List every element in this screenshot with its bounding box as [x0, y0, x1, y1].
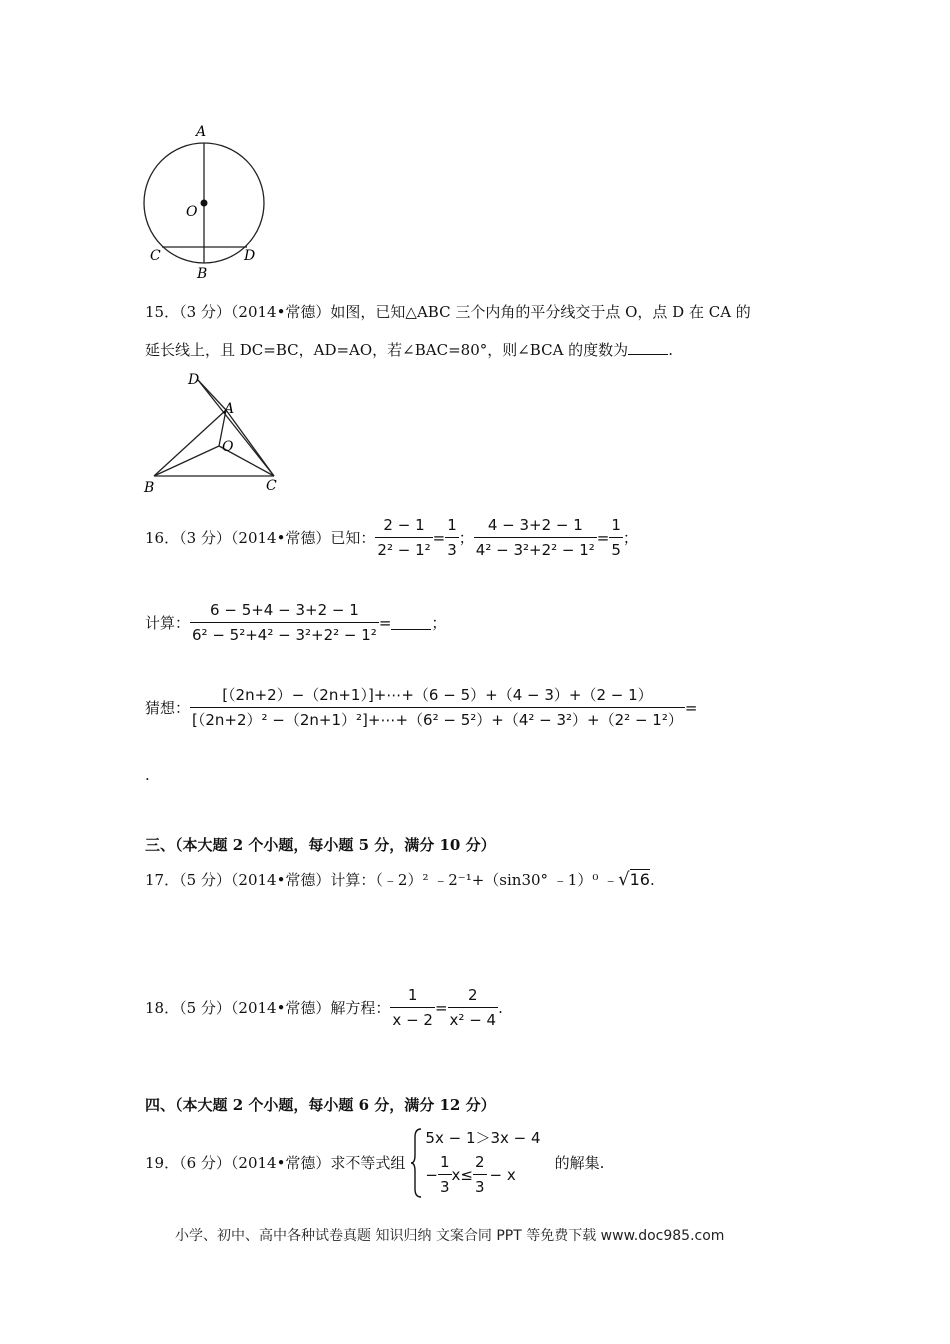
label-C: C: [150, 248, 161, 264]
q17-suffix: .: [649, 870, 655, 889]
semicolon: ；: [431, 613, 447, 632]
num: 1: [440, 1153, 450, 1171]
fraction-1: [375, 515, 432, 560]
label-B: B: [144, 480, 155, 496]
label-A: A: [196, 124, 207, 140]
den: 3: [473, 1174, 487, 1197]
fraction-4-den: [（2n+2）² −（2n+1）²]+⋯+（6² − 5²）+（4² − 3²）+（2² − 1²）: [190, 707, 685, 730]
inequality-system: [425, 1128, 540, 1197]
brace-icon: [409, 1127, 423, 1199]
q16-compute: [145, 600, 446, 645]
q19: [145, 1125, 604, 1200]
sqrt-radicand: 16: [629, 870, 650, 889]
inequality-1: 5x − 1＞3x − 4: [425, 1129, 541, 1147]
fraction-right-den: x² − 4: [448, 1007, 499, 1030]
q15-line2: [145, 340, 673, 360]
fraction-1-num: 2 − 1: [383, 516, 425, 534]
equals: =: [378, 613, 392, 632]
fraction-left-den: x − 2: [390, 1007, 435, 1030]
fraction-2-num: 4 − 3+2 − 1: [487, 516, 583, 534]
q16-intro: 16．（3 分）（2014•常德）已知：: [145, 528, 376, 547]
q19-suffix: 的解集.: [554, 1153, 605, 1172]
minus-x: − x: [489, 1165, 516, 1184]
answer-blank: [391, 615, 431, 630]
fraction-two-thirds: [473, 1152, 487, 1197]
value-den: 5: [609, 537, 623, 560]
equals: =: [596, 528, 610, 547]
value-num: 1: [611, 516, 621, 534]
value-den: 3: [445, 537, 459, 560]
semicolon: ；: [622, 528, 638, 547]
section-3-heading: 三、（本大题 2 个小题，每小题 5 分，满分 10 分）: [145, 836, 496, 854]
label-O: O: [222, 439, 234, 455]
fraction-4: [190, 685, 685, 730]
fraction-2-value: [609, 515, 623, 560]
fraction-right: [448, 985, 499, 1030]
q19-text: 19．（6 分）（2014•常德）求不等式组: [145, 1153, 406, 1172]
inequality-2: [425, 1152, 540, 1197]
label-O: O: [186, 204, 198, 220]
label-C: C: [266, 478, 277, 494]
value-num: 1: [447, 516, 457, 534]
fraction-2-den: 4² − 3²+2² − 1²: [474, 537, 597, 560]
q16-guess: [145, 685, 697, 730]
fraction-3-den: 6² − 5²+4² − 3²+2² − 1²: [190, 622, 379, 645]
fraction-4-num: [（2n+2）−（2n+1）]+⋯+（6 − 5）+（4 − 3）+（2 − 1）: [222, 686, 653, 704]
circle-figure: [130, 118, 280, 283]
fraction-3-num: 6 − 5+4 − 3+2 − 1: [210, 601, 359, 619]
q16-dot: .: [145, 766, 150, 784]
fraction-3: [190, 600, 379, 645]
triangle-figure: [140, 368, 290, 498]
q18: [145, 985, 503, 1030]
sqrt-symbol: √: [618, 868, 630, 890]
guess-label: 猜想：: [145, 698, 191, 717]
fraction-1-den: 2² − 1²: [375, 537, 432, 560]
section-4-heading: 四、（本大题 2 个小题，每小题 6 分，满分 12 分）: [145, 1096, 496, 1114]
equals: =: [432, 528, 446, 547]
q15-line2-text: 延长线上，且 DC=BC，AD=AO，若∠BAC=80°，则∠BCA 的度数为: [145, 341, 629, 359]
q16-given: [145, 515, 638, 560]
page-footer: 小学、初中、高中各种试卷真题 知识归纳 文案合同 PPT 等免费下载 www.doc985.com: [175, 1228, 725, 1244]
fraction-one-third: [438, 1152, 452, 1197]
num: 2: [475, 1153, 485, 1171]
label-A: A: [224, 401, 235, 417]
label-D: D: [188, 372, 200, 388]
fraction-2: [474, 515, 597, 560]
fraction-right-num: 2: [468, 986, 478, 1004]
semicolon: ；: [458, 528, 474, 547]
equals: =: [434, 998, 448, 1017]
label-B: B: [197, 266, 208, 282]
answer-blank: [628, 340, 668, 355]
equals: =: [684, 698, 698, 717]
q17-text: 17．（5 分）（2014•常德）计算：（﹣2）² ﹣2⁻¹+（sin30° ﹣1）⁰ ﹣: [145, 870, 619, 889]
minus: −: [425, 1165, 438, 1184]
compute-label: 计算：: [145, 613, 191, 632]
fraction-left-num: 1: [407, 986, 418, 1004]
label-D: D: [244, 248, 256, 264]
q18-suffix: .: [498, 998, 503, 1017]
x-leq: x≤: [451, 1165, 473, 1184]
q17: [145, 869, 655, 890]
q15-line1: 15．（3 分）（2014•常德）如图，已知△ABC 三个内角的平分线交于点 O，点 D 在 CA 的: [145, 303, 751, 321]
q18-text: 18．（5 分）（2014•常德）解方程：: [145, 998, 391, 1017]
fraction-1-value: [445, 515, 459, 560]
q15-tail: .: [668, 341, 673, 359]
den: 3: [438, 1174, 452, 1197]
fraction-left: [390, 985, 435, 1030]
